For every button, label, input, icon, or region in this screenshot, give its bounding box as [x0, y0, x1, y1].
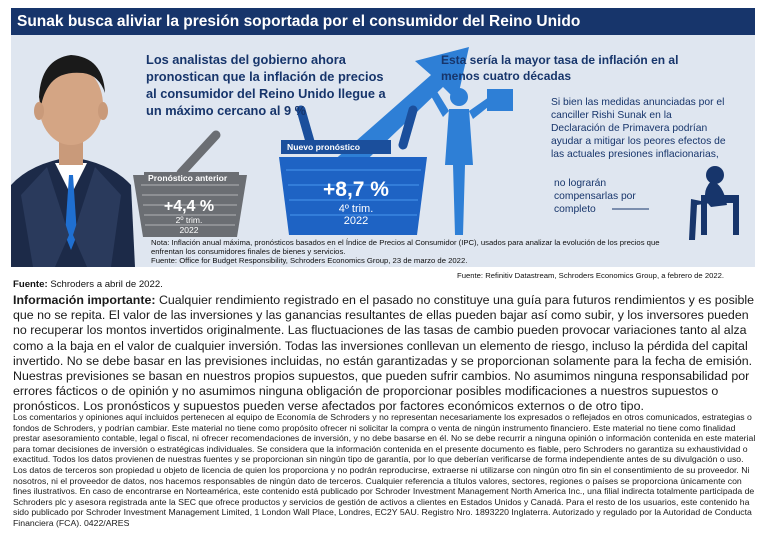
celebrating-person-icon — [427, 85, 513, 235]
dejected-person-icon — [689, 166, 739, 240]
new-forecast-year: 2022 — [343, 215, 369, 227]
important-label: Información importante: — [13, 293, 156, 307]
important-text: Cualquier rendimiento registrado en el pasado no constituye una guía para futuros rendimientos y es posible que no se repita. El valor de las inversiones y las ganancias resultantes de ellas pueden bajar así como subir, y los inversores pueden no recuperar los montos invertidos originalmente. Las fluctuaciones de las tasas de cambio pueden provocar variaciones tanto al alza como a la baja en el valor de cualquier inversión. Todas las inversiones conllevan un elemento de riesgo, incluso la pérdida del capital invertido. No se debe basar en las previsiones incluidas, no están garantizadas y se proporcionan solamente para la fecha de emisión. Nuestras previsiones se basan en nuestros propios supuestos, que pueden sufrir cambios. No asumimos ninguna responsabilidad por errores fácticos o de opinión y no asumimos ninguna obligación de proporcionar posibles modificaciones a nuestros supuestos o pronósticos. Los pronósticos y supuestos pueden verse afectados por factores económicos externos o de otro tipo. — [13, 293, 755, 414]
peak-inflation-heading: Esta sería la mayor tasa de inflación en al menos cuatro décadas — [441, 53, 679, 83]
forecast-claim: Los analistas del gobierno ahora pronostican que la inflación de precios al consumidor del Reino Unido llegue a un máximo cercano al 9 % — [146, 52, 386, 118]
new-forecast-label: Nuevo pronóstico — [281, 140, 391, 154]
previous-forecast-quarter: 2º trim. — [175, 215, 203, 225]
note-line: Nota: Inflación anual máxima, pronósticos basados en el Índice de Precios al Consumidor (IPC), usados para analizar la evolución de los precios que — [151, 238, 660, 247]
note-source-line: Fuente: Office for Budget Responsibility, Schroders Economics Group, 23 de marzo de 2022. — [151, 256, 468, 265]
source-left-text: Schroders a abril de 2022. — [47, 279, 163, 290]
new-forecast-quarter: 4º trim. — [338, 203, 374, 215]
previous-forecast-year: 2022 — [179, 225, 199, 235]
source-left-label: Fuente: — [13, 279, 48, 290]
previous-forecast-value: +4,4 % — [163, 198, 215, 215]
chart-note — [151, 238, 711, 265]
legal-disclaimer: Los comentarios y opiniones aquí incluidos pertenecen al equipo de Economía de Schroders y no representan necesariamente los expresados o reflejados en otros comunicados, estrategias o fondos de Schroders, y podrían cambiar. Este material no tiene como propósito ofrecer ni solicitar la compra o venta de ningún instrumento financiero. Este material no tiene como finalidad prestar asesoramiento contable, legal o fiscal, ni ofrecer recomendaciones de inversión, y no debe basarse en él. No se debe recurrir a ninguna opinión o información contenida en este material para tomar decisiones de inversión o estratégicas individuales. Se considera que la información contenida en el presente documento es fiable, pero Schroders no garantiza su exhaustividad o exactitud. Todos los datos provienen de nuestras fuentes y se proporcionan sin ningún tipo de garantía, por lo que deberían verificarse de forma independiente antes de su divulgación o uso. Los datos de terceros son propiedad u objeto de licencia de quien los proporciona y no podrán reproducirse, extraerse ni utilizarse con ningún otro fin sin el consentimiento de su proveedor. Ni nosotros, ni el proveedor de datos, nos hacemos responsables de ningún dato de terceros. Cualquier referencia a títulos valores, sectores, regiones o países se proporciona únicamente con fines ilustrativos. En caso de encontrarse en Norteamérica, este contenido está publicado por Schroder Investment Management North America Inc., una filial indirecta totalmente participada de Schroders plc y asesora registrada ante la SEC que ofrece productos y servicios de gestión de activos a clientes en Estados Unidos y Canadá. Para el resto de los usuarios, este contenido ha sido publicado por Schroder Investment Management Limited, 1 London Wall Place, Londres, EC2Y 5AU. Registro Nro. 1893220 Inglaterra. Autorizado y regulado por la Autoridad de Conducta Financiera (FCA). 0422/ARES — [13, 412, 756, 528]
previous-forecast-period — [144, 215, 234, 235]
infographic-title: Sunak busca aliviar la presión soportada por el consumidor del Reino Unido — [11, 8, 755, 35]
previous-forecast-label: Pronóstico anterior — [144, 172, 239, 184]
new-forecast-period — [301, 203, 411, 227]
important-information — [13, 293, 758, 415]
policy-text: Si bien las medidas anunciadas por el canciller Rishi Sunak en la Declaración de Primavera podrían ayudar a mitigar los peores efectos de las actuales presiones inflacionarias, — [551, 97, 726, 160]
infographic-panel — [11, 35, 755, 267]
note-line: enfrentan los consumidores finales de bienes y servicios. — [151, 247, 346, 256]
policy-conclusion-text: no lograrán compensarlas por completo — [554, 178, 636, 215]
politician-illustration — [11, 55, 135, 267]
source-left — [13, 279, 163, 290]
source-right: Fuente: Refinitiv Datastream, Schroders Economics Group, a febrero de 2022. — [457, 271, 725, 280]
new-forecast-value: +8,7 % — [323, 178, 389, 201]
